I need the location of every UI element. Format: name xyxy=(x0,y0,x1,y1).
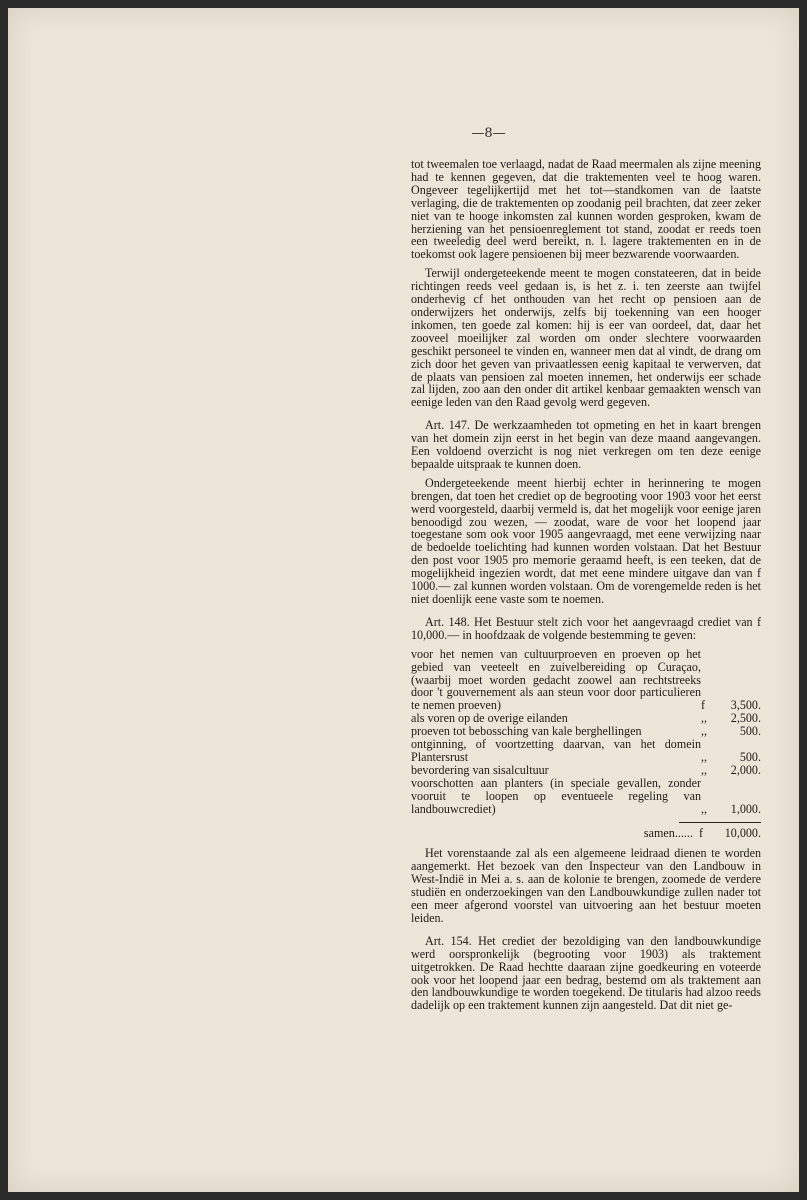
budget-item-amount: 500. xyxy=(739,749,761,764)
budget-item-currency: ,, xyxy=(701,762,708,777)
budget-item-label: voorschotten aan planters (in speciale gevallen, zonder vooruit te loopen op eventueele regeling van landbouwcrediet) xyxy=(411,775,701,816)
total-label: samen...... xyxy=(643,825,693,840)
budget-item-currency: f xyxy=(701,698,706,713)
budget-table xyxy=(411,648,761,816)
budget-item-currency: ,, xyxy=(701,724,708,739)
total-currency: f xyxy=(698,825,703,840)
budget-row xyxy=(411,648,761,713)
total-amount: 10,000. xyxy=(724,825,761,840)
page-number: —8— xyxy=(471,126,506,141)
total-divider xyxy=(679,822,761,823)
text-column xyxy=(411,158,761,1018)
budget-row xyxy=(411,764,761,777)
budget-row xyxy=(411,738,761,764)
paragraph: Het vorenstaande zal als een algemeene leidraad dienen te worden aangemerkt. Het bezoek van den Inspecteur van den Landbouw in West-Indië in Mei a. s. aan de kolonie te brengen, zoomede de verdere studiën en onderzoekingen van den Landbouwkundige zullen nader tot een meer afgerond voorstel van uitvoering aan het bestuur moeten leiden. xyxy=(411,846,761,925)
budget-item-amount: 2,500. xyxy=(730,711,761,726)
budget-item-label: proeven tot bebossching van kale berghellingen xyxy=(411,724,642,739)
paragraph: Ondergeteekende meent hierbij echter in herinnering te mogen brengen, dat toen het crediet op de begrooting voor 1903 voor het eerst werd voorgesteld, daarbij vermeld is, dat het mogelijk voor eenige jaren benoodigd zou wezen, — zoodat, ware de voor het loopend jaar toegestane som ook voor 1905 aangevraagd, met eene verwijzing naar de bedoelde toelichting had kunnen worden volstaan. Dat het Bestuur den post voor 1905 pro memorie geraamd heeft, is een teeken, dat de mogelijkheid ingezien wordt, dat met eene mindere uitgave dan van f 1000.— zal kunnen worden volstaan. Om de vorengemelde reden is het niet doenlijk eene vaste som te noemen. xyxy=(411,475,761,606)
article-148-intro: Art. 148. Het Bestuur stelt zich voor het aangevraagd crediet van f 10,000.— in hoofdzaak de volgende bestemming te geven: xyxy=(411,614,761,642)
budget-item-amount: 500. xyxy=(739,724,761,739)
budget-item-currency: ,, xyxy=(701,711,708,726)
budget-item-label: voor het nemen van cultuurproeven en proeven op het gebied van veeteelt en zuivelbereiding op Curaçao, (waarbij moet worden gedacht zoowel aan rechtstreeks door 't gouvernement als aan steun voor door particulieren te nemen proeven) xyxy=(411,646,701,713)
paragraph: tot tweemalen toe verlaagd, nadat de Raad meermalen als zijne meening had te kennen gegeven, dat die traktementen veel te hoog waren. Ongeveer tegelijkertijd met het tot—standkomen van de laatste verlaging, die de traktementen op zoodanig peil brachten, dat zeer zeker niet van te hooge inkomsten zal kunnen worden gesproken, kwam de herziening van het pensioenreglement tot stand, zoodat er reeds toen een tweeledig deel werd bereikt, n. l. lagere traktementen en in de toekomst ook lagere pensioenen bij meer bezwarende voorwaarden. xyxy=(411,157,761,262)
budget-row xyxy=(411,777,761,816)
budget-item-label: als voren op de overige eilanden xyxy=(411,711,568,726)
budget-item-label: ontginning, of voortzetting daarvan, van het domein Plantersrust xyxy=(411,737,701,764)
budget-item-amount: 2,000. xyxy=(730,762,761,777)
budget-item-currency: ,, xyxy=(701,749,708,764)
budget-item-label: bevordering van sisalcultuur xyxy=(411,762,549,777)
budget-item-currency: ,, xyxy=(701,801,708,816)
budget-item-amount: 1,000. xyxy=(730,801,761,816)
article-147: Art. 147. De werkzaamheden tot opmeting en het in kaart brengen van het domein zijn eerst in het begin van deze maand aangevangen. Een voldoend overzicht is nog niet verkregen om ten deze eenige bepaalde uitspraak te kunnen doen. xyxy=(411,418,761,471)
document-page xyxy=(8,8,799,1192)
budget-item-amount: 3,500. xyxy=(730,698,761,713)
paragraph: Terwijl ondergeteekende meent te mogen constateeren, dat in beide richtingen reeds veel gedaan is, is het z. i. ten zeerste aan twijfel onderhevig cf het onthouden van het recht op pensioen aan de onderwijzers het onderwijs, zelfs bij toekenning van een hooger inkomen, ten goede zal komen: hij is eer van oordeel, dat, daar het zooveel moeilijker zal worden om onder slechtere voorwaarden geschikt personeel te vinden en, wanneer men dat al vindt, de drang om zich door het geven van privaatlessen eenig kapitaal te verwerven, dat de plaats van pensioen zal moeten innemen, het onderwijs eer schade zal lijden, zoo aan den onder dit artikel kenbaar gemaakten wensch van eenige leden van den Raad gevolg werd gegeven. xyxy=(411,266,761,410)
article-154: Art. 154. Het crediet der bezoldiging van den landbouwkundige werd oorspronkelijk (begrooting voor 1903) als traktement uitgetrokken. De Raad hechtte daaraan zijne goedkeuring en voteerde ook voor het loopend jaar een bedrag, bestemd om als traktement aan den landbouwkundige te worden toegekend. De titularis had alzoo reeds dadelijk op een traktement kunnen zijn aangesteld. Dat dit niet ge- xyxy=(411,933,761,1013)
budget-total xyxy=(411,827,761,840)
